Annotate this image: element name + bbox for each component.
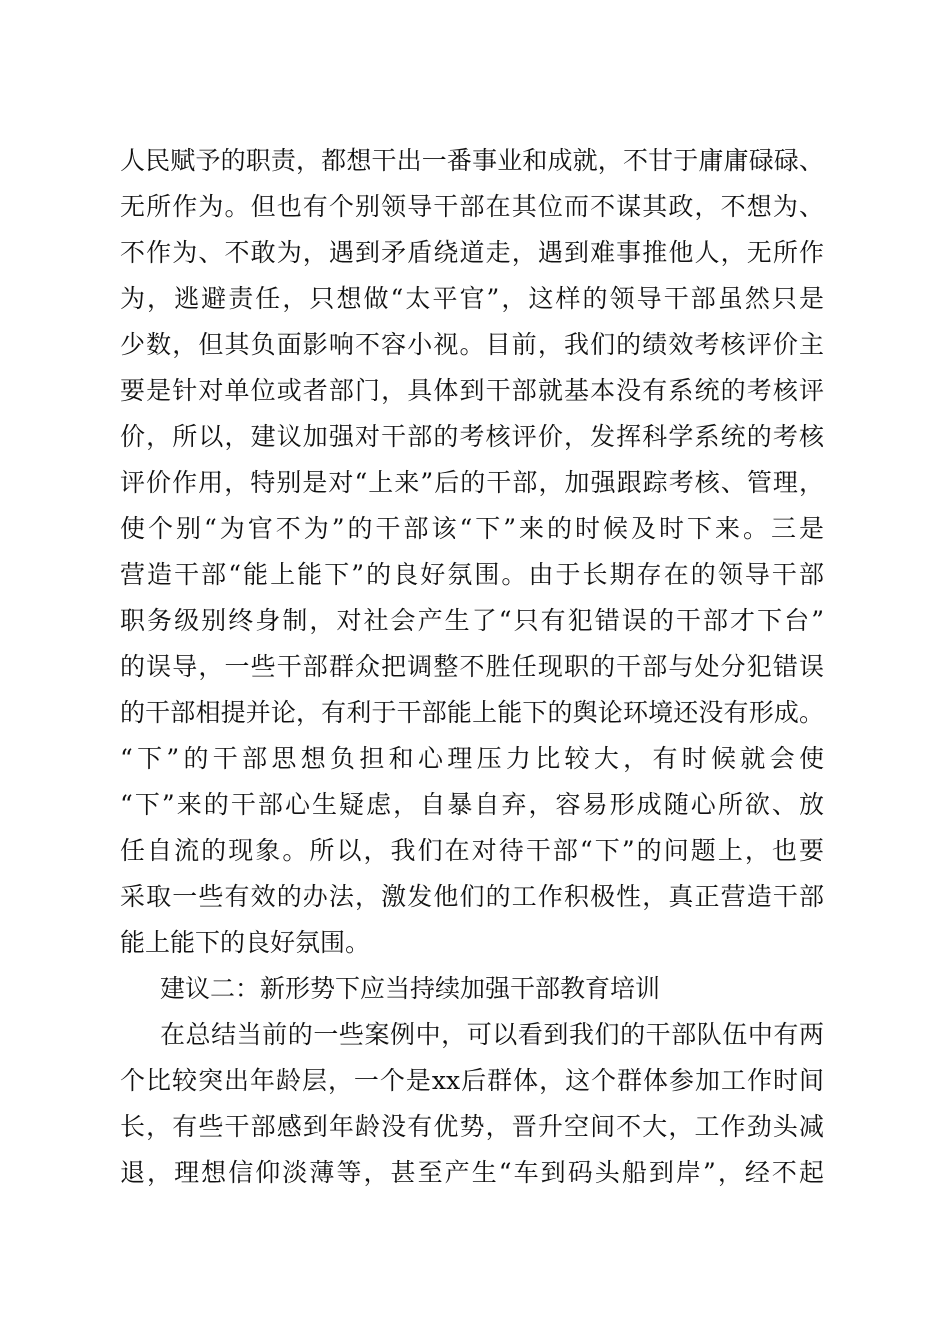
text-line: 个比较突出年龄层，一个是xx后群体，这个群体参加工作时间 <box>120 1066 824 1095</box>
text-line: 不作为、不敢为，遇到矛盾绕道走，遇到难事推他人，无所作 <box>120 238 824 267</box>
text-line: 在总结当前的一些案例中，可以看到我们的干部队伍中有两 <box>160 1020 824 1049</box>
section-heading: 建议二：新形势下应当持续加强干部教育培训 <box>160 974 661 1003</box>
text-line: 的干部相提并论，有利于干部能上能下的舆论环境还没有形成。 <box>120 698 824 727</box>
text-line: 少数，但其负面影响不容小视。目前，我们的绩效考核评价主 <box>120 330 824 359</box>
text-line: 使个别“为官不为”的干部该“下”来的时候及时下来。三是 <box>120 514 824 543</box>
text-line: 营造干部“能上能下”的良好氛围。由于长期存在的领导干部 <box>120 560 824 589</box>
text-line: 任自流的现象。所以，我们在对待干部“下”的问题上，也要 <box>120 836 824 865</box>
text-line: 评价作用，特别是对“上来”后的干部，加强跟踪考核、管理， <box>120 468 824 497</box>
text-line: 能上能下的良好氛围。 <box>120 928 371 957</box>
text-line: 为，逃避责任，只想做“太平官”，这样的领导干部虽然只是 <box>120 284 824 313</box>
text-line: 长，有些干部感到年龄没有优势，晋升空间不大，工作劲头减 <box>120 1112 824 1141</box>
text-line: 采取一些有效的办法，激发他们的工作积极性，真正营造干部 <box>120 882 824 911</box>
text-line: 职务级别终身制，对社会产生了“只有犯错误的干部才下台” <box>120 606 824 635</box>
text-line: 退，理想信仰淡薄等，甚至产生“车到码头船到岸”，经不起 <box>120 1158 824 1187</box>
text-line: 要是针对单位或者部门，具体到干部就基本没有系统的考核评 <box>120 376 824 405</box>
text-line: 人民赋予的职责，都想干出一番事业和成就，不甘于庸庸碌碌、 <box>120 146 824 175</box>
text-line: 无所作为。但也有个别领导干部在其位而不谋其政，不想为、 <box>120 192 824 221</box>
text-line: “下”的干部思想负担和心理压力比较大，有时候就会使 <box>120 744 824 773</box>
text-line: “下”来的干部心生疑虑，自暴自弃，容易形成随心所欲、放 <box>120 790 824 819</box>
text-line: 价，所以，建议加强对干部的考核评价，发挥科学系统的考核 <box>120 422 824 451</box>
text-line: 的误导，一些干部群众把调整不胜任现职的干部与处分犯错误 <box>120 652 824 681</box>
